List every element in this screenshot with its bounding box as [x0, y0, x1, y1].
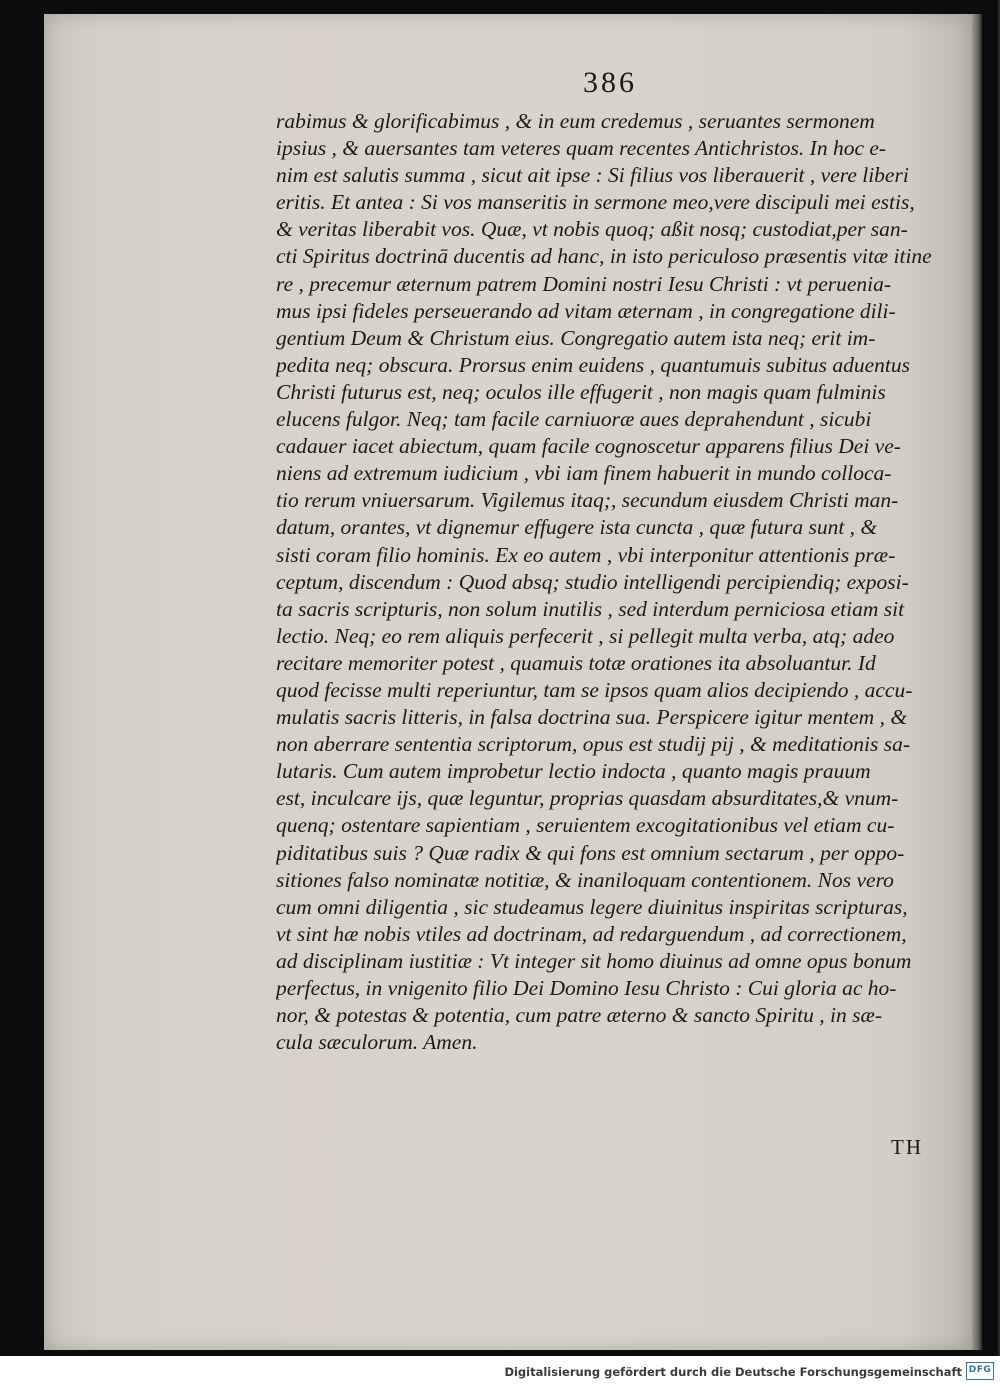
text-line: & veritas liberabit vos. Quæ, vt nobis quoq; aßit nosq; custodiat,per san- — [276, 217, 908, 242]
text-line: quod fecisse multi reperiuntur, tam se ipsos quam alios decipiendo , accu- — [276, 677, 913, 702]
text-line: mulatis sacris litteris, in falsa doctrina sua. Perspicere igitur mentem , & — [276, 705, 908, 730]
text-line: lectio. Neq; eo rem aliquis perfecerit , si pellegit multa verba, atq; adeo — [276, 623, 895, 648]
text-line: non aberrare sententia scriptorum, opus est studij pij , & meditationis sa- — [276, 732, 911, 757]
text-line: pedita neq; obscura. Prorsus enim euidens , quantumuis subitus aduentus — [276, 352, 911, 377]
text-line: eritis. Et antea : Si vos manseritis in sermone meo,vere discipuli mei estis, — [276, 190, 915, 215]
text-line: nor, & potestas & potentia, cum patre æterno & sancto Spiritu , in sæ- — [276, 1003, 882, 1028]
text-line: Christi futurus est, neq; oculos ille effugerit , non magis quam fulminis — [276, 379, 886, 404]
text-line: ad disciplinam iustitiæ : Vt integer sit homo diuinus ad omne opus bonum — [276, 948, 912, 973]
funding-credit: Digitalisierung gefördert durch die Deutsche Forschungsgemeinschaft — [504, 1365, 962, 1379]
text-line: sitiones falso nominatæ notitiæ, & inaniloquam contentionem. Nos vero — [276, 867, 894, 892]
text-line: mus ipsi fideles perseuerando ad vitam æternam , in congregatione dili- — [276, 298, 896, 323]
text-line: piditatibus suis ? Quæ radix & qui fons est omnium sectarum , per oppo- — [276, 840, 905, 865]
text-line: cadauer iacet abiectum, quam facile cognoscetur apparens filius Dei ve- — [276, 434, 901, 459]
text-line: lutaris. Cum autem improbetur lectio indocta , quanto magis prauum — [276, 759, 871, 784]
text-line: recitare memoriter potest , quamuis totæ orationes ita absoluantur. Id — [276, 650, 876, 675]
text-line: quenq; ostentare sapientiam , seruientem excogitationibus vel etiam cu- — [276, 813, 895, 838]
text-line: nim est salutis summa , sicut ait ipse : Si filius vos liberauerit , vere liberi — [276, 163, 909, 188]
text-line: sisti coram filio hominis. Ex eo autem , vbi interponitur attentionis præ- — [276, 542, 896, 567]
text-line: cula sæculorum. Amen. — [276, 1030, 478, 1055]
text-line: est, inculcare ijs, quæ leguntur, proprias quasdam absurditates,& vnum- — [276, 786, 899, 811]
text-line: niens ad extremum iudicium , vbi iam finem habuerit in mundo colloca- — [276, 461, 892, 486]
body-text — [276, 108, 952, 1056]
text-line: ceptum, discendum : Quod absq; studio intelligendi percipiendiq; exposi- — [276, 569, 909, 594]
digitization-footer — [0, 1356, 1000, 1387]
text-line: rabimus & glorificabimus , & in eum credemus , seruantes sermonem — [276, 109, 875, 133]
text-line: datum, orantes, vt dignemur effugere ista cuncta , quæ futura sunt , & — [276, 515, 878, 540]
text-line: cti Spiritus doctrinā ducentis ad hanc, in isto periculoso præsentis vitæ itine — [276, 244, 932, 269]
page-number: 386 — [583, 66, 637, 99]
catchword: TH — [891, 1135, 923, 1159]
text-line: ipsius , & auersantes tam veteres quam recentes Antichristos. In hoc e- — [276, 136, 887, 161]
text-line: gentium Deum & Christum eius. Congregatio autem ista neq; erit im- — [276, 325, 876, 350]
text-line: elucens fulgor. Neq; tam facile carniuoræ aues deprahendunt , sicubi — [276, 407, 872, 432]
text-line: perfectus, in vnigenito filio Dei Domino Iesu Christo : Cui gloria ac ho- — [276, 976, 897, 1000]
page-edge-shadow — [972, 14, 982, 1350]
text-line: vt sint hæ nobis vtiles ad doctrinam, ad redarguendum , ad correctionem, — [276, 921, 907, 946]
dfg-logo: DFG — [966, 1362, 994, 1380]
text-line: tio rerum vniuersarum. Vigilemus itaq;, secundum eiusdem Christi man- — [276, 488, 899, 513]
text-line: cum omni diligentia , sic studeamus legere diuinitus inspiritas scripturas, — [276, 894, 908, 919]
text-line: ta sacris scripturis, non solum inutilis , sed interdum perniciosa etiam sit — [276, 596, 905, 621]
text-line: re , precemur æternum patrem Domini nostri Iesu Christi : vt peruenia- — [276, 271, 892, 296]
